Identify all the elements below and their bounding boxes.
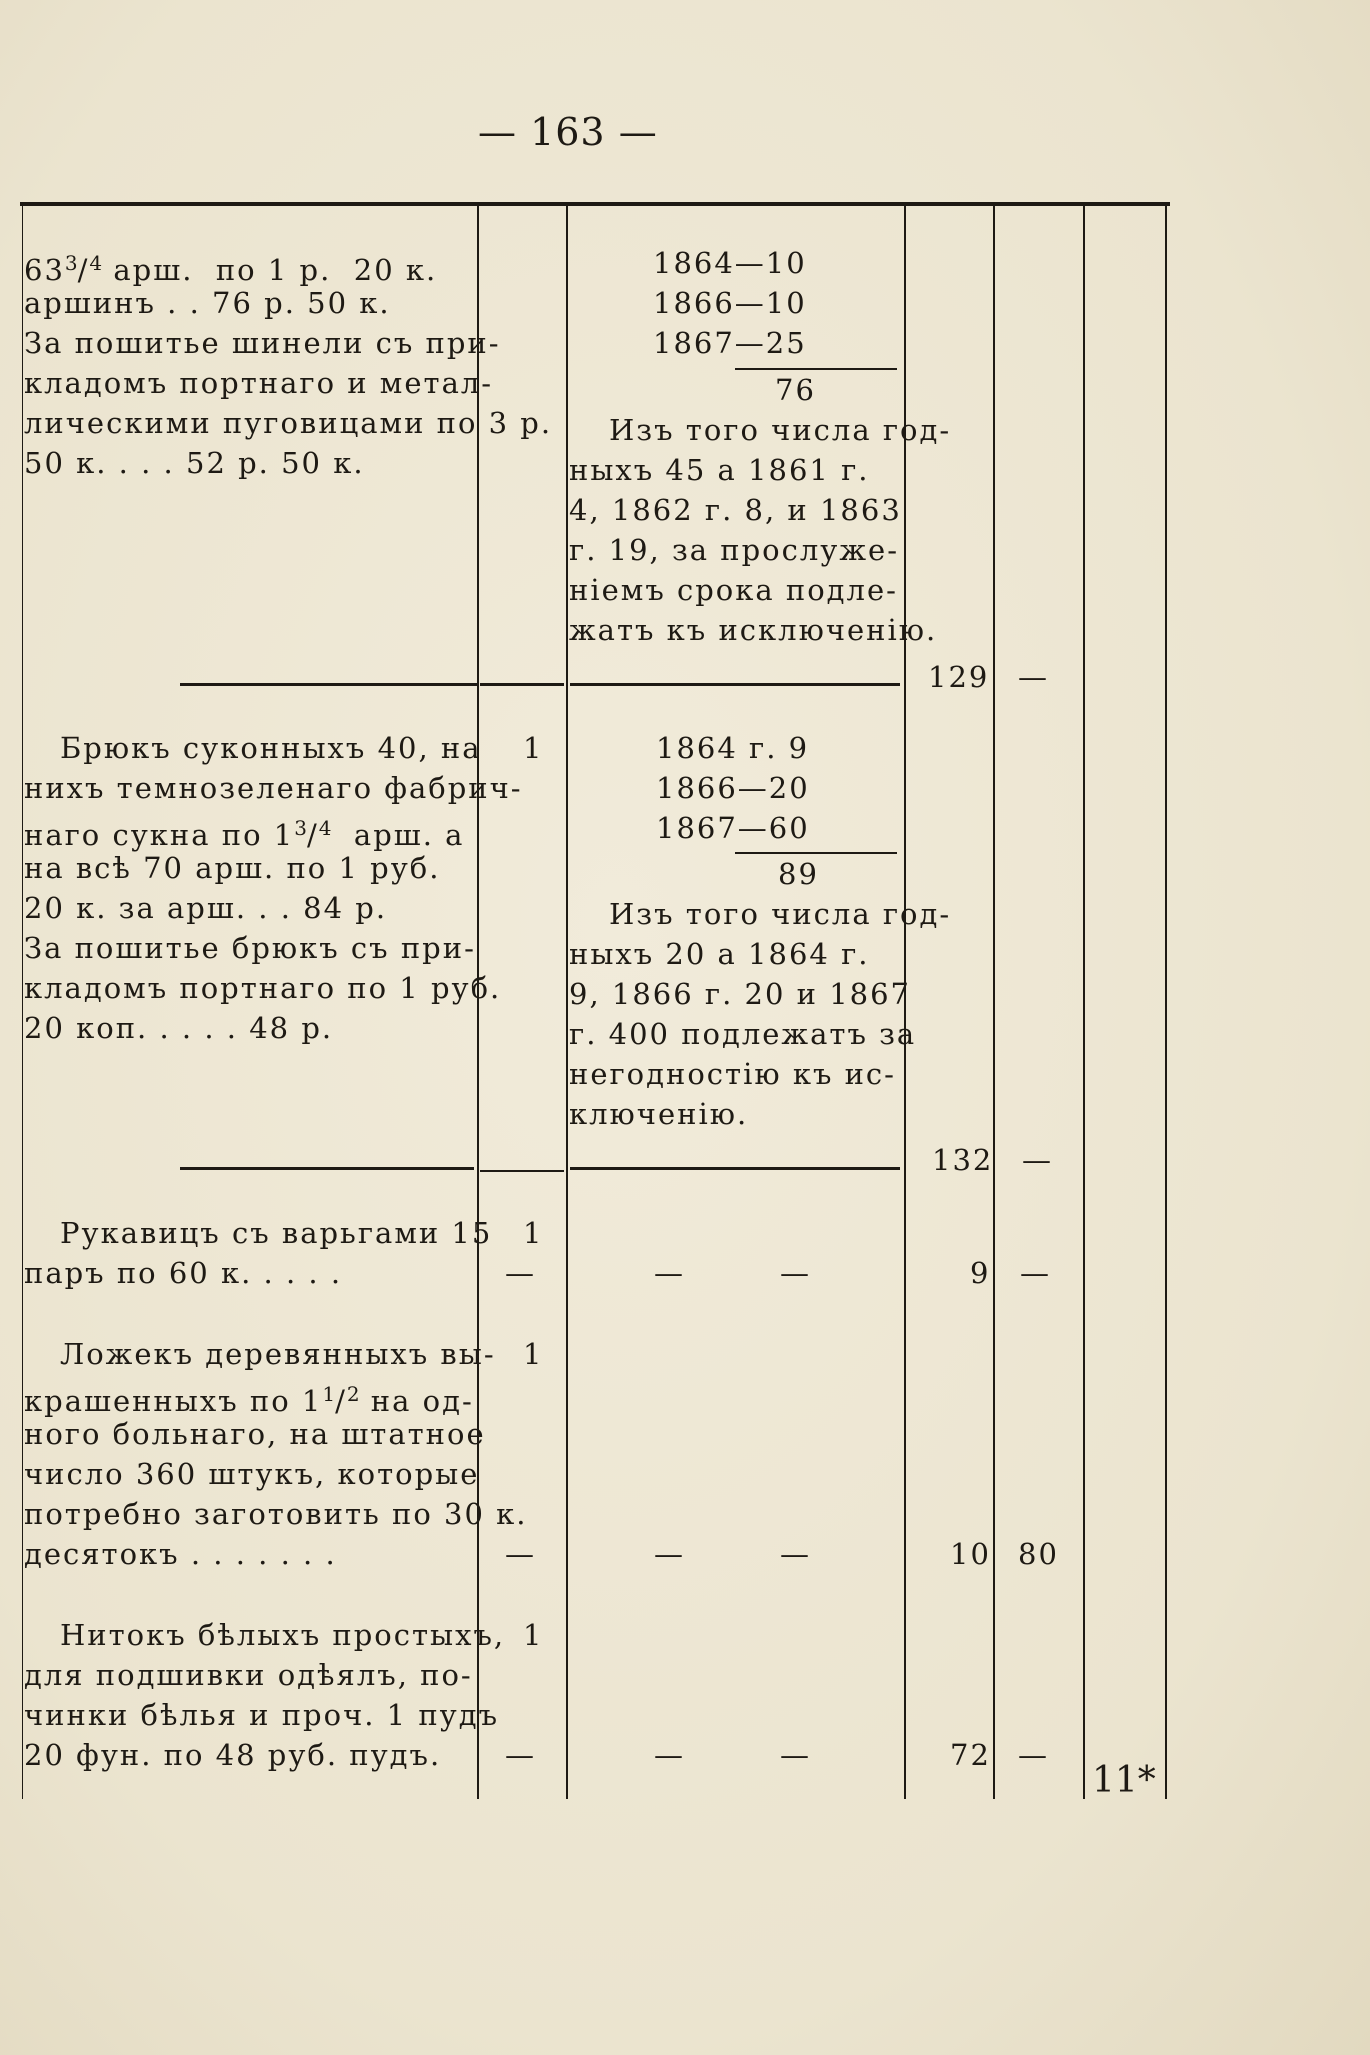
col-left-edge <box>22 206 23 1799</box>
entry-3-col3-dash-a: — <box>654 1256 685 1290</box>
col-divider-2 <box>566 206 568 1799</box>
entry-2-note-line-2: ныхъ 20 а 1864 г. <box>569 937 870 971</box>
signature-mark: 11* <box>1092 1760 1156 1801</box>
entry-2-note-line-1: Изъ того числа год- <box>609 897 952 931</box>
entry-5-desc-line-4: 20 фун. по 48 руб. пудъ. <box>24 1738 442 1772</box>
entry-2-year-1: 1864 г. 9 <box>656 731 810 765</box>
entry-5-desc-line-1: Нитокъ бѣлыхъ простыхъ, <box>60 1618 506 1652</box>
entry-2-sep-rule-c <box>570 1167 900 1170</box>
entry-2-desc-line-8: 20 коп. . . . . 48 р. <box>24 1011 334 1045</box>
entry-1-year-3: 1867—25 <box>653 326 807 360</box>
entry-3-desc-line-1: Рукавицъ съ варьгами 15 <box>60 1216 493 1250</box>
entry-3-count: 1 <box>523 1216 544 1250</box>
entry-5-col3-dash-a: — <box>654 1738 685 1772</box>
entry-5-desc-line-3: чинки бѣлья и проч. 1 пудъ <box>24 1698 500 1732</box>
entry-2-note-line-5: негодностію къ ис- <box>569 1057 896 1091</box>
entry-3-count-dash: — <box>505 1256 536 1290</box>
entry-1-year-total: 76 <box>775 373 816 407</box>
entry-4-desc-line-2: крашенныхъ по $1^1/^2$ на од- <box>24 1382 474 1418</box>
entry-1-desc-line-4: кладомъ портнаго и метал- <box>24 366 494 400</box>
entry-2-desc-line-7: кладомъ портнаго по 1 руб. <box>24 971 502 1005</box>
entry-4-desc-line-6: десятокъ . . . . . . . <box>24 1537 337 1571</box>
entry-4-kop: 80 <box>1018 1537 1059 1571</box>
entry-1-year-1: 1864—10 <box>653 246 807 280</box>
entry-2-desc-line-1: Брюкъ суконныхъ 40, на <box>60 731 482 765</box>
entry-4-count-dash: — <box>505 1537 536 1571</box>
entry-2-note-line-4: г. 400 подлежатъ за <box>569 1017 917 1051</box>
entry-2-count: 1 <box>523 731 544 765</box>
entry-1-desc-line-3: За пошитье шинели съ при- <box>24 326 501 360</box>
entry-1-sep-rule-b <box>480 683 564 686</box>
entry-2-sep-rule-b <box>480 1170 564 1172</box>
entry-2-sep-rule-a <box>180 1167 474 1170</box>
entry-4-desc-line-4: число 360 штукъ, которые <box>24 1457 480 1491</box>
entry-2-year-2: 1866—20 <box>656 771 810 805</box>
entry-1-year-sum-rule <box>735 368 897 370</box>
entry-1-sep-rule-a <box>180 683 477 686</box>
entry-1-note-line-4: г. 19, за прослуже- <box>569 533 900 567</box>
entry-2-kop: — <box>1022 1143 1053 1177</box>
entry-5-count: 1 <box>523 1618 544 1652</box>
col-divider-4 <box>993 206 995 1799</box>
entry-2-desc-line-4: на всѣ 70 арш. по 1 руб. <box>24 851 441 885</box>
entry-1-desc-line-5: лическими пуговицами по 3 р. <box>24 406 553 440</box>
page-number: — 163 — <box>478 110 658 154</box>
entry-5-kop: — <box>1018 1738 1049 1772</box>
entry-5-col3-dash-b: — <box>780 1738 811 1772</box>
entry-4-col3-dash-a: — <box>654 1537 685 1571</box>
entry-4-col3-dash-b: — <box>780 1537 811 1571</box>
entry-1-desc-line-6: 50 к. . . . 52 р. 50 к. <box>24 446 365 480</box>
entry-1-note-line-1: Изъ того числа год- <box>609 413 952 447</box>
entry-4-count: 1 <box>523 1337 544 1371</box>
entry-5-desc-line-2: для подшивки одѣялъ, по- <box>24 1658 473 1692</box>
entry-1-kop: — <box>1018 660 1049 694</box>
entry-2-desc-line-2: нихъ темнозеленаго фабрич- <box>24 771 523 805</box>
entry-5-count-dash: — <box>505 1738 536 1772</box>
entry-2-desc-line-6: За пошитье брюкъ съ при- <box>24 931 476 965</box>
entry-1-note-line-6: жатъ къ исключенію. <box>569 613 938 647</box>
entry-1-sep-rule-c <box>570 683 900 686</box>
entry-4-desc-line-1: Ложекъ деревянныхъ вы- <box>60 1337 496 1371</box>
entry-1-note-line-5: ніемъ срока подле- <box>569 573 898 607</box>
entry-2-year-3: 1867—60 <box>656 811 810 845</box>
entry-1-note-line-3: 4, 1862 г. 8, и 1863 <box>569 493 902 527</box>
entry-5-rub: 72 <box>950 1738 991 1772</box>
entry-4-desc-line-3: ного больнаго, на штатное <box>24 1417 486 1451</box>
entry-2-note-line-3: 9, 1866 г. 20 и 1867 <box>569 977 912 1011</box>
entry-3-kop: — <box>1020 1256 1051 1290</box>
entry-1-desc-line-1: $63^3/^4$ арш. по 1 р. 20 к. <box>24 251 438 287</box>
entry-2-rub: 132 <box>932 1143 994 1177</box>
table-top-rule <box>20 202 1170 206</box>
entry-2-desc-line-3: наго сукна по $1^3/^4$ арш. а <box>24 816 465 852</box>
entry-3-desc-line-2: паръ по 60 к. . . . . <box>24 1256 343 1290</box>
entry-4-rub: 10 <box>950 1537 991 1571</box>
col-divider-6 <box>1165 206 1167 1799</box>
entry-1-note-line-2: ныхъ 45 а 1861 г. <box>569 453 870 487</box>
entry-2-year-total: 89 <box>778 857 819 891</box>
entry-3-col3-dash-b: — <box>780 1256 811 1290</box>
entry-2-desc-line-5: 20 к. за арш. . . 84 р. <box>24 891 388 925</box>
entry-1-desc-line-2: аршинъ . . 76 р. 50 к. <box>24 286 391 320</box>
entry-2-note-line-6: ключенію. <box>569 1097 749 1131</box>
entry-1-rub: 129 <box>928 660 990 694</box>
entry-3-rub: 9 <box>970 1256 991 1290</box>
col-divider-5 <box>1083 206 1085 1799</box>
entry-1-year-2: 1866—10 <box>653 286 807 320</box>
entry-4-desc-line-5: потребно заготовить по 30 к. <box>24 1497 528 1531</box>
